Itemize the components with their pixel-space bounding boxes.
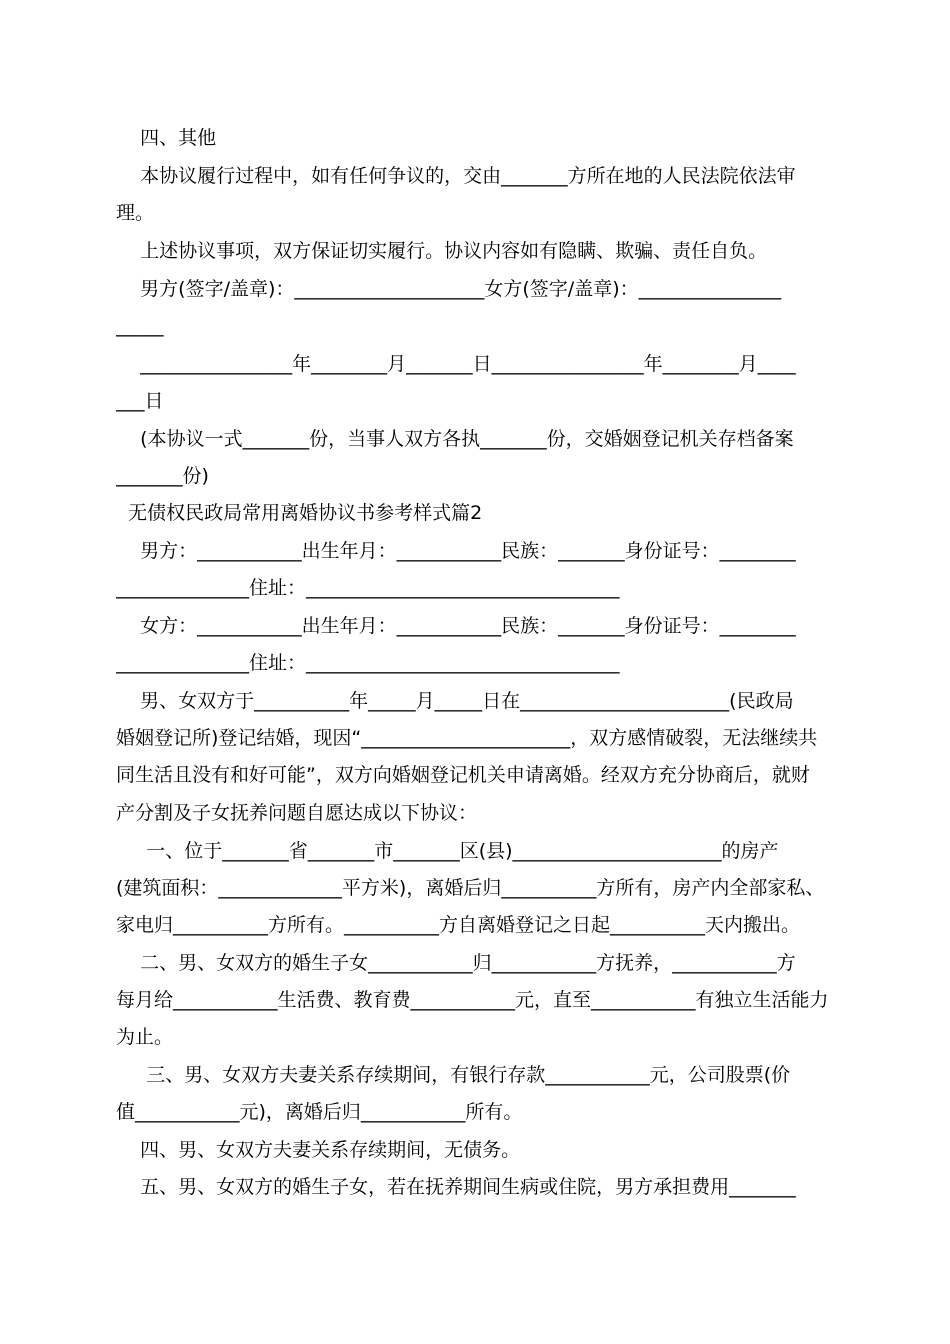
paragraph-line: 上述协议事项，双方保证切实履行。协议内容如有隐瞒、欺骗、责任自负。	[116, 240, 768, 262]
paragraph-line: 本协议履行过程中，如有任何争议的，交由_______方所在地的人民法院依法审	[116, 165, 796, 187]
woman-address-line: ______________住址：_________________________________	[116, 652, 620, 674]
copies-note: (本协议一式_______份，当事人双方各执_______份，交婚姻登记机关存档备案	[116, 428, 794, 450]
woman-info-line: 女方：___________出生年月：___________民族：_______身份证号：________	[116, 615, 796, 637]
paragraph-line: 婚姻登记所)登记结婚，现因“______________________，双方感情破裂，无法继续共	[116, 727, 818, 749]
man-address-line: ______________住址：_________________________________	[116, 577, 620, 599]
clause-2-line: 为止。	[116, 1026, 174, 1048]
clause-2-line: 二、男、女双方的婚生子女___________归___________方抚养，___________方	[116, 952, 796, 974]
paragraph-line: 理。	[116, 202, 155, 224]
signature-line: 男方(签字/盖章)：____________________女方(签字/盖章)：_______________	[116, 278, 782, 300]
paragraph-line: 产分割及子女抚养问题自愿达成以下协议：	[116, 802, 478, 824]
copies-note-continued: _______份)	[116, 465, 209, 487]
clause-3-line: 三、男、女双方夫妻关系存续期间，有银行存款___________元，公司股票(价	[116, 1064, 791, 1086]
date-line: ________________年________月_______日________________年________月____	[116, 353, 796, 375]
date-line-continued: ___日	[116, 390, 164, 412]
clause-4-line: 四、男、女双方夫妻关系存续期间，无债务。	[116, 1139, 521, 1161]
clause-2-line: 每月给___________生活费、教育费___________元，直至___________有独立生活能力	[116, 989, 829, 1011]
clause-5-line: 五、男、女双方的婚生子女，若在抚养期间生病或住院，男方承担费用_______	[116, 1176, 796, 1198]
agreement-title-2: 无债权民政局常用离婚协议书参考样式篇2	[116, 502, 483, 524]
paragraph-line: 男、女双方于__________年_____月_____日在______________________(民政局	[116, 690, 794, 712]
clause-1-line: 一、位于_______省_______市_______区(县)______________________的房产	[116, 840, 779, 862]
clause-1-line: (建筑面积：_____________平方米)，离婚后归__________方所有，房产内全部家私、	[116, 877, 825, 899]
clause-3-line: 值___________元)，离婚后归___________所有。	[116, 1101, 523, 1123]
man-info-line: 男方：___________出生年月：___________民族：_______身份证号：________	[116, 540, 796, 562]
paragraph-line: 同生活且没有和好可能”，双方向婚姻登记机关申请离婚。经双方充分协商后，就财	[116, 764, 810, 786]
section-heading-other: 四、其他	[116, 127, 217, 149]
signature-line-continued: _____	[116, 315, 164, 337]
clause-1-line: 家电归__________方所有。__________方自离婚登记之日起__________天内搬出。	[116, 914, 801, 936]
